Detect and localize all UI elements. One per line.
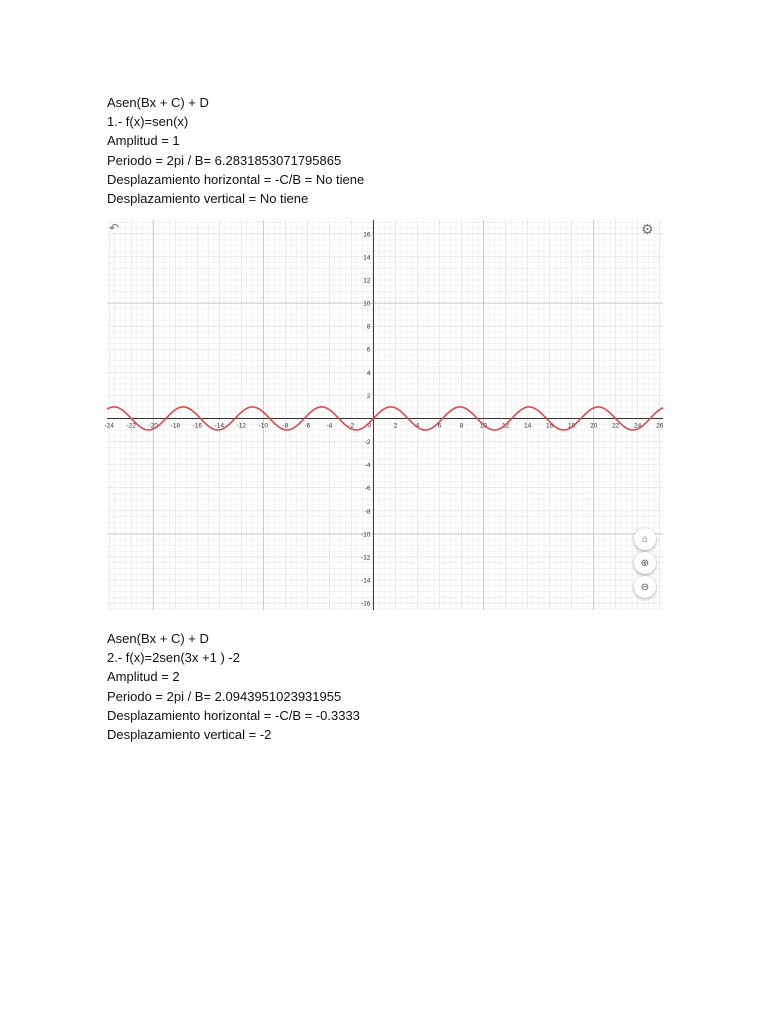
gear-icon[interactable]: ⚙ [641,221,654,237]
x-tick-label: 20 [590,422,598,430]
y-tick-label: 14 [363,254,371,262]
x-tick-label: -12 [236,422,247,430]
x-tick-label: 22 [612,422,620,430]
home-icon[interactable]: ⌂ [634,528,656,550]
x-tick-label: -20 [148,422,158,430]
y-tick-label: 8 [366,323,371,331]
x-tick-label: 18 [568,422,576,430]
x-tick-label: -24 [104,422,114,430]
x-tick-label: -18 [170,422,180,430]
x-tick-label: -8 [282,422,289,430]
x-tick-label: -16 [192,422,202,430]
zoom-out-icon[interactable]: ⊖ [634,576,656,598]
horizontal-shift-line: Desplazamiento horizontal = -C/B = No tiene [107,171,365,187]
period-line: Periodo = 2pi / B= 6.2831853071795865 [107,152,342,168]
major-grid [107,220,663,610]
x-tick-label: 4 [415,422,420,430]
period-line-2: Periodo = 2pi / B= 2.0943951023931955 [107,688,342,704]
y-tick-label: 2 [366,392,371,400]
axes [107,220,663,610]
y-tick-label: -8 [364,508,371,516]
origin-label: 0 [367,422,372,430]
general-formula: Asen(Bx + C) + D [107,95,209,110]
undo-icon[interactable]: ↶ [109,221,120,235]
amplitude-line: Amplitud = 1 [107,133,180,149]
minor-grid [107,220,663,610]
x-tick-label: -10 [258,422,269,430]
x-tick-label: 8 [459,422,464,430]
x-tick-label: 12 [501,422,510,430]
y-tick-label: -6 [364,485,371,493]
y-tick-label: 4 [366,369,371,377]
horizontal-shift-line-2: Desplazamiento horizontal = -C/B = -0.3333 [107,707,360,723]
x-tick-label: 6 [437,422,442,430]
x-tick-label: -22 [126,422,136,430]
x-tick-label: 16 [545,422,554,430]
x-tick-label: -2 [348,422,355,430]
y-tick-label: 10 [363,300,371,308]
y-tick-label: -10 [361,531,371,539]
exercise-2-text [107,629,360,744]
function-plot [104,220,664,610]
x-tick-label: 10 [479,422,488,430]
y-tick-label: -2 [364,439,371,447]
y-tick-label: -16 [361,600,371,608]
amplitude-line-2: Amplitud = 2 [107,669,180,685]
vertical-shift-line: Desplazamiento vertical = No tiene [107,191,309,207]
x-tick-label: 2 [393,422,398,430]
graph-screenshot [104,220,664,610]
exercise-1-text [107,93,364,208]
x-tick-label: -6 [304,422,311,430]
zoom-in-icon[interactable]: ⊕ [634,552,656,574]
vertical-shift-line-2: Desplazamiento vertical = -2 [107,727,272,743]
function-definition: 1.- f(x)=sen(x) [107,114,189,130]
y-tick-label: 6 [366,346,371,354]
y-tick-label: -14 [361,577,371,585]
x-tick-label: 24 [634,422,642,430]
y-tick-label: -12 [361,554,371,562]
general-formula-2: Asen(Bx + C) + D [107,631,209,646]
y-tick-label: -4 [364,462,371,470]
y-tick-label: 16 [363,231,371,239]
x-tick-label: 26 [656,422,664,430]
x-tick-label: 14 [523,422,532,430]
function-definition-2: 2.- f(x)=2sen(3x +1 ) -2 [107,650,240,666]
x-tick-label: -4 [326,422,333,430]
y-tick-label: 12 [363,277,371,285]
x-tick-label: -14 [214,422,225,430]
